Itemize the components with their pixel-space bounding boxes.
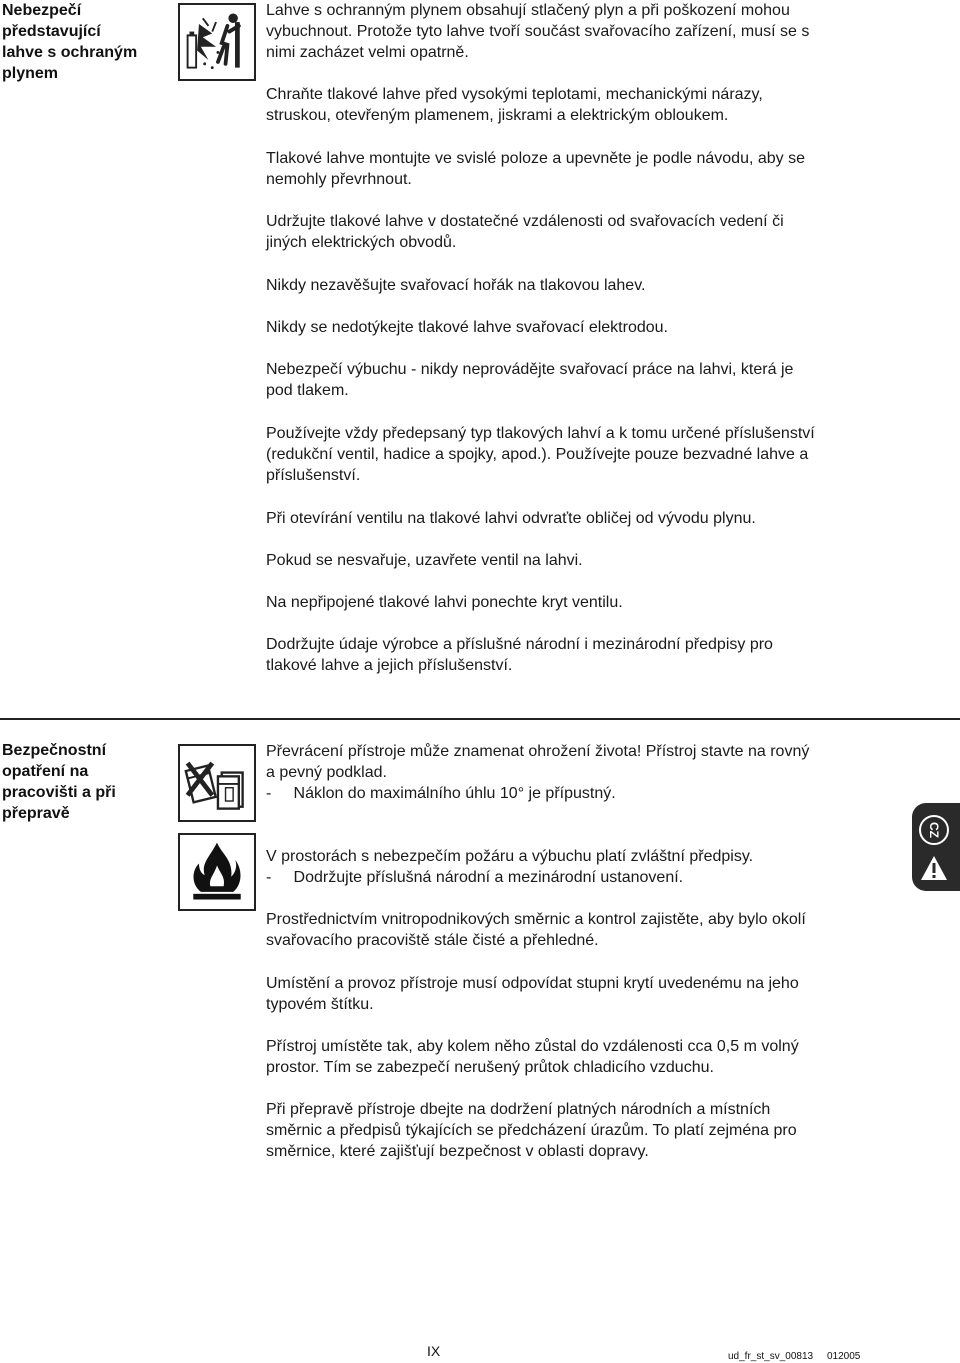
section-divider xyxy=(0,718,960,720)
document-code: ud_fr_st_sv_00813 012005 xyxy=(728,1351,861,1362)
paragraph: Při přepravě přístroje dbejte na dodržení platných národních a místních směrnic a předpisů týkajících se předcházení úrazům. To platí zejména pro směrnice, které zajišťují bezpečnost v oblasti dopravy. xyxy=(266,1101,797,1160)
paragraph: Pokud se nesvařuje, uzavřete ventil na lahvi. xyxy=(266,552,583,569)
fire-icon xyxy=(178,833,256,911)
paragraph: Přístroj umístěte tak, aby kolem něho zůstal do vzdálenosti cca 0,5 m volný prostor. Tím se zabezpečí nerušený průtok chladicího vzduchu. xyxy=(266,1038,799,1076)
tipping-device-icon xyxy=(178,744,256,822)
paragraph: Používejte vždy předepsaný typ tlakových lahví a k tomu určené příslušenství (redukční ventil, hadice a spojky, apod.). Používejte pouze bezvadné lahve a příslušenství. xyxy=(266,425,815,484)
warning-triangle-icon xyxy=(920,855,948,881)
paragraph: Nebezpečí výbuchu - nikdy neprovádějte svařovací práce na lahvi, která je pod tlakem. xyxy=(266,361,794,399)
paragraph: V prostorách s nebezpečím požáru a výbuchu platí zvláštní předpisy. - Dodržujte příslušná národní a mezinárodní ustanovení. xyxy=(266,848,754,886)
paragraph: Při otevírání ventilu na tlakové lahvi odvraťte obličej od vývodu plynu. xyxy=(266,510,756,527)
section-title-gas-cylinders: Nebezpečí představující lahve s ochraným plynem xyxy=(2,2,138,82)
paragraph: Tlakové lahve montujte ve svislé poloze a upevněte je podle návodu, aby se nemohly převrhnout. xyxy=(266,150,806,188)
cz-language-icon: CZ xyxy=(919,815,949,845)
paragraph: Udržujte tlakové lahve v dostatečné vzdálenosti od svařovacích vedení či jiných elektrických obvodů. xyxy=(266,213,784,251)
language-tab[interactable] xyxy=(912,803,960,891)
gas-cylinder-explosion-icon xyxy=(178,3,256,81)
paragraph: Prostřednictvím vnitropodnikových směrnic a kontrol zajistěte, aby bylo okolí svařovacího pracoviště stále čisté a přehledné. xyxy=(266,911,806,949)
paragraph: Umístění a provoz přístroje musí odpovídat stupni krytí uvedenému na jeho typovém štítku. xyxy=(266,975,799,1013)
section-title-workplace-safety: Bezpečnostní opatření na pracovišti a při přepravě xyxy=(2,742,116,822)
paragraph: Nikdy nezavěšujte svařovací hořák na tlakovou lahev. xyxy=(266,277,646,294)
paragraph: Dodržujte údaje výrobce a příslušné národní i mezinárodní předpisy pro tlakové lahve a jejich příslušenství. xyxy=(266,636,773,674)
paragraph: Převrácení přístroje může znamenat ohrožení života! Přístroj stavte na rovný a pevný podklad. - Náklon do maximálního úhlu 10° je přípustný. xyxy=(266,743,810,802)
paragraph: Nikdy se nedotýkejte tlakové lahve svařovací elektrodou. xyxy=(266,319,668,336)
page-number: IX xyxy=(427,1343,441,1359)
paragraph: Lahve s ochranným plynem obsahují stlačený plyn a při poškození mohou vybuchnout. Protože tyto lahve tvoří součást svařovacího zařízení, musí se s nimi zacházet velmi opatrně. xyxy=(266,2,810,61)
paragraph: Na nepřipojené tlakové lahvi ponechte kryt ventilu. xyxy=(266,594,623,611)
paragraph: Chraňte tlakové lahve před vysokými teplotami, mechanickými nárazy, struskou, otevřeným plamenem, jiskrami a elektrickým obloukem. xyxy=(266,86,763,124)
